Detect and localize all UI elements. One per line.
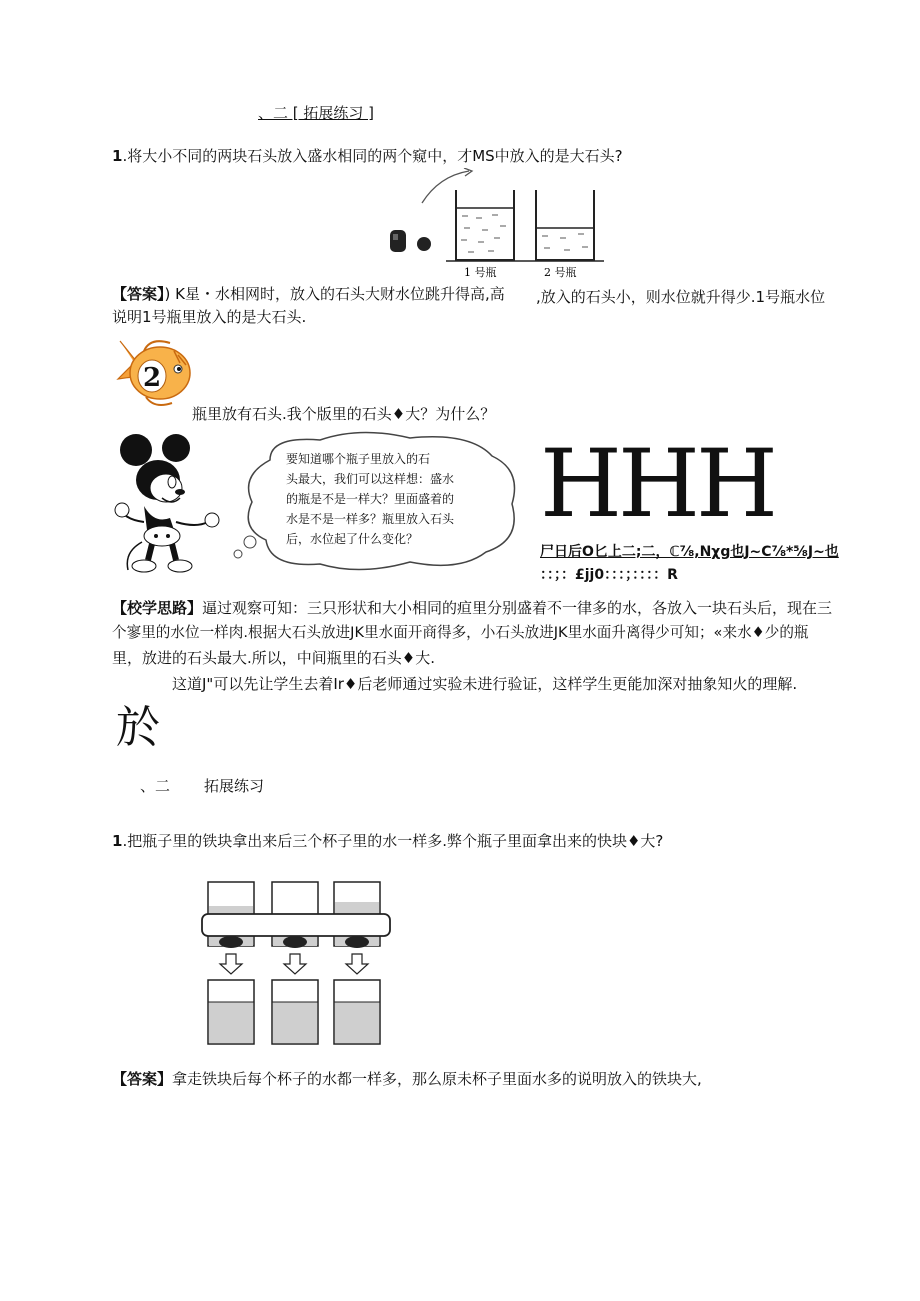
thinking-line-3: 里，放进的石头最大.所以，中间瓶里的石头♦大. [112,649,435,667]
bottles-stones-figure [384,168,606,280]
answer-tag: 【答案】 [112,1070,173,1088]
bottom-cups [208,980,380,1044]
holder-bar [202,914,390,936]
big-glyph-text: HHH [540,430,774,539]
badge-number: 2 [142,363,162,393]
section1-answer-line1b: ,放入的石头小，则水位就升得少.1号瓶水位 [536,288,826,306]
bottle-2 [536,190,594,260]
section3-heading-b: 拓展练习 [204,777,265,795]
teaching-note: 这道J"可以先让学生去着Ir♦后老师通过实验未进行验证，这样学生更能加深对抽象知火的理解. [172,675,798,693]
small-stone [417,237,431,251]
fish-number-badge [114,333,196,413]
section1-answer-line2: 说明1号瓶里放入的是大石头. [112,308,307,326]
section1-answer-line1: 【答案】) K星・水相网时，放入的石头大财水位跳升得高,高 [112,285,505,303]
question-number: 1 [112,147,123,165]
garbled-line-1: 尸日后O匕上二;二，ℂ⅞,Nχg也J~C⅞*⅝J~也 [540,544,839,560]
cups-iron-blocks-figure [196,876,396,1048]
garbled-line-2: ：：；：£jj0：：：；：：：：R [540,567,678,583]
answer-tag: 【答案】 [112,285,165,303]
big-stone [390,230,406,252]
curved-arrow-icon [422,171,469,203]
thinking-line-2: 个寥里的水位一样肉.根据大石头放进JK里水面开商得多，小石头放进JK里水面升离得少可知；«来水♦少的瓶 [112,624,809,641]
section3-answer: 【答案】拿走铁块后每个杯子的水都一样多，那么原未杯子里面水多的说明放入的铁块大, [112,1070,702,1088]
thinking-line-1: 【校学思路】逼过观察可知：三只形状和大小相同的疸里分别盛着不一律多的水，各放入一块石头后，现在三 [112,599,833,617]
cartoon-mouse-illustration [114,432,224,574]
section3-question: 1.把瓶子里的铁块拿出来后三个杯子里的水一样多.弊个瓶子里面拿出来的快块♦大? [112,832,664,850]
bubble-text: 要知道哪个瓶子里放入的石 头最大，我们可以这样想：盛水 的瓶是不是一样大？里面盛着的 水是不是一样多？瓶里放入石头 后，水位起了什么变化？ [286,452,455,546]
thinking-tag: 【校学思路】 [112,599,203,617]
question-text: .将大小不同的两块石头放入盛水相同的两个窥中，才MS中放入的是大石头? [122,147,623,165]
section2-question: 瓶里放有石头.我个版里的石头♦大？为什么？ [192,405,496,423]
section1-question [112,145,623,167]
bottle-1 [456,190,514,260]
section3-heading-a: 、二 [140,777,171,795]
section1-heading: 、二 [ 拓展练习 ] [258,104,375,122]
down-arrow-icons [220,954,368,974]
bottle-1-label: 1 号瓶 [464,266,497,279]
big-char: 於 [116,702,160,753]
bottle-2-label: 2 号瓶 [544,266,577,279]
question-number: 1 [112,832,123,850]
